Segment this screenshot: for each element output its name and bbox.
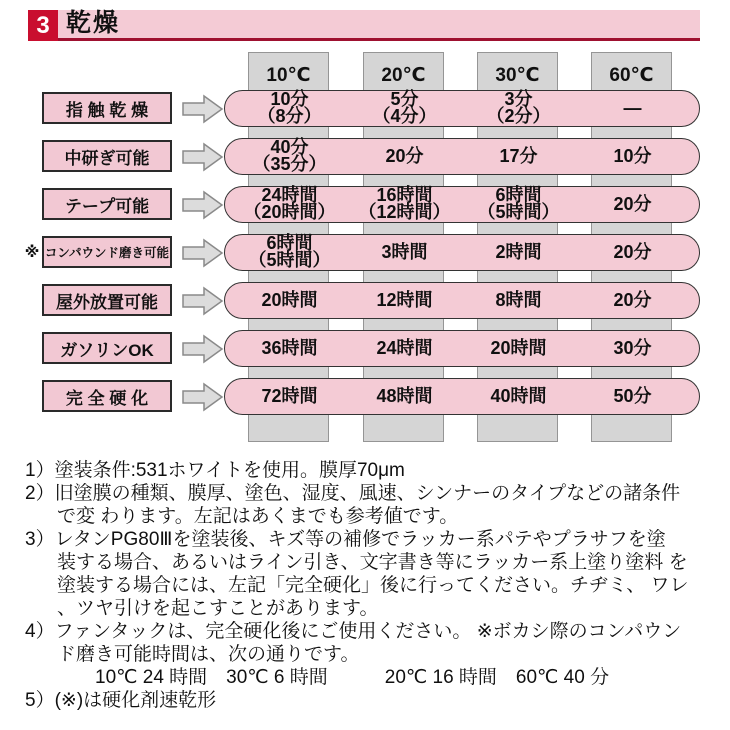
row-label: テープ可能: [42, 188, 172, 220]
duration-cell: [343, 139, 467, 173]
temp-label: 60℃: [609, 65, 654, 86]
footnote-line: 5）(※)は硬化剤速乾形: [25, 690, 217, 711]
duration-line: 5分: [390, 89, 419, 109]
duration-line: （20時間）: [243, 202, 336, 222]
duration-cell: [228, 187, 352, 221]
footnote-line: 、ツヤ引けを起こすことがあります。: [57, 598, 379, 619]
arrow-right-icon: [182, 94, 224, 124]
duration-cell: [571, 235, 695, 269]
duration-cell: [457, 331, 581, 365]
duration-pill: [224, 234, 700, 271]
temp-label: 10℃: [266, 65, 311, 86]
arrow-right-icon: [182, 142, 224, 172]
duration-line: 10分: [613, 145, 652, 166]
duration-cell: [343, 235, 467, 269]
duration-line: 50分: [613, 385, 652, 406]
duration-line: 3時間: [381, 241, 428, 262]
row-label: 完 全 硬 化: [42, 380, 172, 412]
duration-pill: [224, 378, 700, 415]
duration-cell: [457, 379, 581, 413]
duration-line: 40分: [270, 137, 309, 157]
duration-cell: [457, 283, 581, 317]
footnote-line: 10℃ 24 時間 30℃ 6 時間 20℃ 16 時間 60℃ 40 分: [95, 667, 610, 688]
asterisk-mark: ※: [24, 244, 40, 261]
row-label: 屋外放置可能: [42, 284, 172, 316]
duration-line: 20分: [613, 289, 652, 310]
duration-line: 20分: [613, 193, 652, 214]
footnote-line: 塗装する場合には、左記「完全硬化」後に行ってください。チヂミ、 ワレ: [57, 575, 689, 596]
row-label: コンパウンド磨き可能: [42, 236, 172, 268]
duration-cell: [343, 379, 467, 413]
duration-line: 10分: [270, 89, 309, 109]
duration-cell: [571, 331, 695, 365]
duration-cell: [228, 235, 352, 269]
duration-cell: [228, 283, 352, 317]
duration-line: 24時間: [261, 185, 318, 205]
duration-line: （2分）: [486, 106, 551, 126]
duration-line: 2時間: [495, 241, 542, 262]
arrow-right-icon: [182, 334, 224, 364]
duration-line: 3分: [504, 89, 533, 109]
arrow-right-icon: [182, 190, 224, 220]
temp-label: 30℃: [495, 65, 540, 86]
duration-line: 12時間: [376, 289, 433, 310]
duration-line: 20時間: [261, 289, 318, 310]
duration-pill: [224, 330, 700, 367]
footnote-line: 3）レタンPG80Ⅲを塗装後、キズ等の補修でラッカー系パテやプラサフを塗: [25, 529, 666, 550]
arrow-right-icon: [182, 238, 224, 268]
section-header-bar: [28, 10, 700, 41]
duration-line: 30分: [613, 337, 652, 358]
footnote-line: 1）塗装条件:531ホワイトを使用。膜厚70μm: [25, 460, 405, 481]
duration-pill: [224, 138, 700, 175]
duration-cell: [343, 187, 467, 221]
footnote-line: 装する場合、あるいはライン引き、文字書き等にラッカー系上塗り塗料 を: [57, 552, 688, 573]
duration-line: 72時間: [261, 385, 318, 406]
footnote-line: で変 わります。左記はあくまでも参考値です。: [57, 506, 459, 527]
duration-cell: [571, 283, 695, 317]
footnote-line: ド磨き可能時間は、次の通りです。: [57, 644, 360, 665]
duration-cell: [571, 91, 695, 125]
temp-label: 20℃: [381, 65, 426, 86]
duration-pill: [224, 90, 700, 127]
duration-line: （5時間）: [477, 202, 560, 222]
duration-line: （5時間）: [248, 250, 331, 270]
footnote-line: 2）旧塗膜の種類、膜厚、塗色、湿度、風速、シンナーのタイプなどの諸条件: [25, 483, 681, 504]
duration-cell: [228, 379, 352, 413]
row-label: ガソリンOK: [42, 332, 172, 364]
duration-line: 6時間: [495, 185, 542, 205]
duration-line: 16時間: [376, 185, 433, 205]
row-label: 中研ぎ可能: [42, 140, 172, 172]
duration-cell: [457, 235, 581, 269]
duration-line: 17分: [499, 145, 538, 166]
duration-line: 20分: [613, 241, 652, 262]
duration-line: （8分）: [257, 106, 322, 126]
duration-cell: [457, 91, 581, 125]
duration-line: （12時間）: [358, 202, 451, 222]
page-title: 乾燥: [66, 9, 121, 37]
duration-line: 48時間: [376, 385, 433, 406]
duration-line: 6時間: [266, 233, 313, 253]
duration-cell: [571, 379, 695, 413]
duration-cell: [571, 187, 695, 221]
duration-line: 8時間: [495, 289, 542, 310]
duration-line: 20時間: [490, 337, 547, 358]
duration-cell: [571, 139, 695, 173]
row-label: 指 触 乾 燥: [42, 92, 172, 124]
footnote-line: 4）ファンタックは、完全硬化後にご使用ください。 ※ボカシ際のコンパウン: [25, 621, 682, 642]
duration-cell: [228, 331, 352, 365]
duration-cell: [228, 91, 352, 125]
duration-line: 40時間: [490, 385, 547, 406]
duration-cell: [457, 187, 581, 221]
section-number-badge: 3: [28, 10, 58, 41]
duration-line: 24時間: [376, 337, 433, 358]
duration-line: 36時間: [261, 337, 318, 358]
duration-line: （4分）: [372, 106, 437, 126]
duration-cell: [457, 139, 581, 173]
arrow-right-icon: [182, 382, 224, 412]
duration-cell: [343, 91, 467, 125]
duration-cell: [343, 331, 467, 365]
duration-line: 20分: [385, 145, 424, 166]
duration-line: ―: [623, 97, 642, 118]
arrow-right-icon: [182, 286, 224, 316]
duration-pill: [224, 282, 700, 319]
duration-line: （35分）: [252, 154, 327, 174]
duration-cell: [343, 283, 467, 317]
duration-cell: [228, 139, 352, 173]
duration-pill: [224, 186, 700, 223]
